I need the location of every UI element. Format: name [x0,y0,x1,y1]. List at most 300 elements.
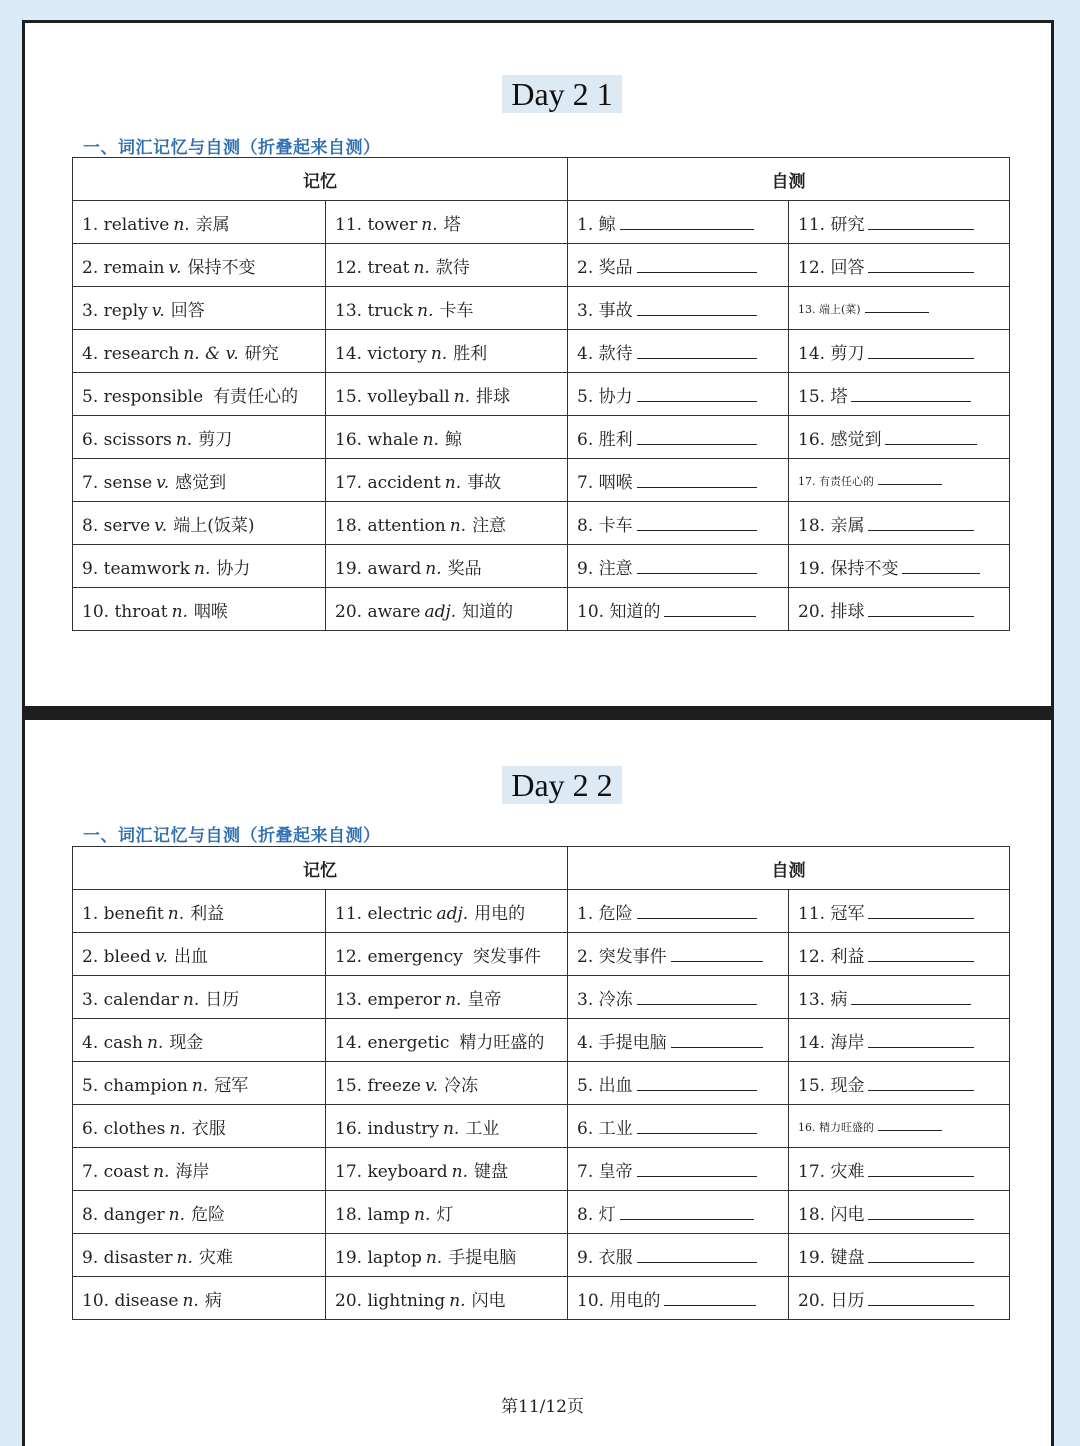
selftest-prompt: 17. 有责任心的 [798,475,874,488]
part-of-speech: n. [414,1204,431,1225]
part-of-speech: n. [453,386,471,407]
selftest-cell [568,459,789,502]
selftest-prompt: 1. 危险 [577,903,633,924]
part-of-speech: v. [156,472,170,493]
chinese-meaning: 闪电 [471,1290,506,1311]
memory-cell [73,1148,326,1191]
english-word: 8. serve [82,515,151,536]
chinese-meaning: 工业 [465,1118,500,1139]
selftest-cell [789,459,1010,502]
chinese-meaning: 塔 [443,214,461,235]
part-of-speech: v. [425,1075,438,1096]
selftest-prompt: 11. 研究 [798,214,865,235]
table-row [73,459,1010,502]
chinese-meaning: 款待 [435,257,470,278]
selftest-prompt: 19. 键盘 [798,1247,865,1268]
part-of-speech: n. [169,1118,186,1139]
selftest-cell [568,890,789,933]
selftest-prompt: 20. 排球 [798,601,865,622]
selftest-cell [789,890,1010,933]
selftest-cell [568,588,789,631]
selftest-cell [568,1062,789,1105]
part-of-speech: n. [168,1204,186,1225]
selftest-prompt: 12. 利益 [798,946,865,967]
selftest-cell [789,244,1010,287]
table-row [73,1105,1010,1148]
memory-cell [326,933,568,976]
memory-cell [73,502,326,545]
table-row [73,1062,1010,1105]
selftest-prompt: 16. 感觉到 [798,429,882,450]
selftest-cell [568,502,789,545]
part-of-speech: n. [449,515,467,536]
memory-cell [73,890,326,933]
memory-cell [326,545,568,588]
selftest-prompt: 19. 保持不变 [798,558,899,579]
header-memory: 记忆 [73,158,568,201]
table-row [73,545,1010,588]
selftest-prompt: 7. 咽喉 [577,472,633,493]
memory-cell [73,416,326,459]
selftest-cell [789,502,1010,545]
selftest-cell [789,545,1010,588]
chinese-meaning: 胜利 [453,343,488,364]
table-row [73,976,1010,1019]
answer-blank[interactable] [620,1205,754,1220]
english-word: 19. laptop [335,1247,422,1268]
part-of-speech: n. [449,1290,466,1311]
part-of-speech: n. [430,343,448,364]
english-word: 7. coast [82,1161,150,1182]
english-word: 2. bleed [82,946,151,967]
chinese-meaning: 用电的 [474,903,526,924]
memory-cell [73,201,326,244]
memory-cell [326,1062,568,1105]
answer-blank[interactable] [637,430,757,445]
table-row [73,502,1010,545]
selftest-prompt: 2. 突发事件 [577,946,667,967]
chinese-meaning: 突发事件 [472,946,541,967]
chinese-meaning: 皇帝 [467,989,502,1010]
chinese-meaning: 灯 [436,1204,454,1225]
chinese-meaning: 咽喉 [193,601,228,622]
part-of-speech: n. [445,989,462,1010]
selftest-prompt: 15. 塔 [798,386,848,407]
part-of-speech: v. [168,257,182,278]
answer-blank[interactable] [671,947,763,962]
english-word: 10. throat [82,601,168,622]
selftest-prompt: 15. 现金 [798,1075,865,1096]
selftest-cell [789,1148,1010,1191]
selftest-cell [789,416,1010,459]
answer-blank[interactable] [637,1119,757,1134]
header-selftest: 自测 [568,158,1010,201]
english-word: 10. disease [82,1290,179,1311]
selftest-cell [568,330,789,373]
part-of-speech: adj. [436,903,469,924]
memory-cell [326,1019,568,1062]
memory-cell [73,330,326,373]
memory-cell [326,976,568,1019]
table-row [73,1191,1010,1234]
selftest-cell [789,287,1010,330]
selftest-cell [568,1191,789,1234]
selftest-prompt: 16. 精力旺盛的 [798,1121,874,1134]
chinese-meaning: 冠军 [214,1075,249,1096]
selftest-prompt: 5. 出血 [577,1075,633,1096]
selftest-cell [789,933,1010,976]
part-of-speech: n. [171,601,188,622]
answer-blank[interactable] [851,387,971,402]
chinese-meaning: 冷冻 [444,1075,478,1096]
memory-cell [73,244,326,287]
vocab-table [72,846,1010,1320]
selftest-prompt: 2. 奖品 [577,257,633,278]
memory-cell [73,976,326,1019]
chinese-meaning: 亲属 [195,214,230,235]
selftest-prompt: 8. 卡车 [577,515,633,536]
english-word: 7. sense [82,472,153,493]
english-word: 19. award [335,558,422,579]
day-title: Day 2 2 [502,766,622,804]
memory-cell [73,933,326,976]
selftest-prompt: 5. 协力 [577,386,633,407]
english-word: 6. clothes [82,1118,166,1139]
answer-blank[interactable] [637,1076,757,1091]
answer-blank[interactable] [637,1248,757,1263]
selftest-cell [568,201,789,244]
table-row [73,1234,1010,1277]
selftest-prompt: 13. 端上(菜) [798,303,861,316]
header-memory: 记忆 [73,847,568,890]
memory-cell [326,373,568,416]
answer-blank[interactable] [868,1033,974,1048]
chinese-meaning: 海岸 [175,1161,210,1182]
english-word: 4. cash [82,1032,143,1053]
english-word: 16. industry [335,1118,439,1139]
answer-blank[interactable] [868,602,974,617]
answer-blank[interactable] [620,215,754,230]
answer-blank[interactable] [868,215,974,230]
selftest-cell [789,201,1010,244]
selftest-prompt: 18. 闪电 [798,1204,865,1225]
answer-blank[interactable] [664,602,756,617]
selftest-cell [568,373,789,416]
chinese-meaning: 精力旺盛的 [459,1032,545,1053]
chinese-meaning: 注意 [472,515,507,536]
selftest-cell [789,373,1010,416]
selftest-cell [568,416,789,459]
selftest-prompt: 4. 手提电脑 [577,1032,667,1053]
section-title: 一、词汇记忆与自测（折叠起来自测） [83,138,381,158]
memory-cell [326,1148,568,1191]
english-word: 17. accident [335,472,441,493]
worksheet-page-day22 [22,706,1054,1446]
english-word: 17. keyboard [335,1161,448,1182]
selftest-prompt: 4. 款待 [577,343,633,364]
answer-blank[interactable] [865,298,929,313]
memory-cell [73,1277,326,1320]
chinese-meaning: 保持不变 [187,257,256,278]
memory-cell [73,287,326,330]
selftest-prompt: 10. 知道的 [577,601,661,622]
answer-blank[interactable] [878,1116,942,1131]
english-word: 5. champion [82,1075,188,1096]
answer-blank[interactable] [637,559,757,574]
part-of-speech: n. [176,1247,193,1268]
chinese-meaning: 鲸 [444,429,462,450]
selftest-cell [789,1105,1010,1148]
answer-blank[interactable] [868,258,974,273]
chinese-meaning: 排球 [476,386,511,407]
memory-cell [326,1191,568,1234]
memory-cell [73,1062,326,1105]
answer-blank[interactable] [902,559,980,574]
selftest-cell [789,1191,1010,1234]
memory-cell [73,1191,326,1234]
selftest-cell [568,1234,789,1277]
answer-blank[interactable] [885,430,977,445]
answer-blank[interactable] [637,1162,757,1177]
part-of-speech: n. [451,1161,469,1182]
memory-cell [73,545,326,588]
answer-blank[interactable] [637,990,757,1005]
english-word: 8. danger [82,1204,165,1225]
english-word: 11. tower [335,214,418,235]
selftest-prompt: 12. 回答 [798,257,865,278]
english-word: 9. teamwork [82,558,190,579]
chinese-meaning: 回答 [170,300,205,321]
memory-cell [326,1277,568,1320]
answer-blank[interactable] [637,344,757,359]
answer-blank[interactable] [637,258,757,273]
selftest-prompt: 9. 注意 [577,558,633,579]
answer-blank[interactable] [868,947,974,962]
table-row [73,1277,1010,1320]
page-number: 第11/12页 [501,1397,584,1417]
english-word: 18. attention [335,515,446,536]
table-row [73,287,1010,330]
memory-cell [73,373,326,416]
english-word: 1. benefit [82,903,164,924]
answer-blank[interactable] [868,1205,974,1220]
chinese-meaning: 知道的 [462,601,514,622]
memory-cell [326,890,568,933]
memory-cell [326,502,568,545]
english-word: 14. energetic [335,1032,450,1053]
part-of-speech: n. [191,1075,209,1096]
english-word: 3. calendar [82,989,179,1010]
selftest-cell [789,1277,1010,1320]
chinese-meaning: 协力 [216,558,251,579]
chinese-meaning: 事故 [467,472,502,493]
selftest-prompt: 1. 鲸 [577,214,616,235]
section-title: 一、词汇记忆与自测（折叠起来自测） [83,826,381,846]
selftest-cell [789,1234,1010,1277]
selftest-cell [789,1019,1010,1062]
part-of-speech: n. [167,903,185,924]
chinese-meaning: 危险 [191,1204,226,1225]
memory-cell [326,1234,568,1277]
english-word: 14. victory [335,343,427,364]
memory-cell [326,416,568,459]
table-row [73,416,1010,459]
answer-blank[interactable] [868,1248,974,1263]
chinese-meaning: 感觉到 [175,472,227,493]
english-word: 12. treat [335,257,410,278]
selftest-prompt: 11. 冠军 [798,903,865,924]
selftest-cell [568,933,789,976]
selftest-prompt: 10. 用电的 [577,1290,661,1311]
part-of-speech: n. [413,257,430,278]
english-word: 9. disaster [82,1247,173,1268]
selftest-prompt: 3. 事故 [577,300,633,321]
english-word: 16. whale [335,429,419,450]
memory-cell [326,459,568,502]
answer-blank[interactable] [637,516,757,531]
english-word: 4. research [82,343,180,364]
chinese-meaning: 出血 [173,946,208,967]
day-title: Day 2 1 [502,75,622,113]
part-of-speech: n. & v. [183,343,239,364]
memory-cell [73,588,326,631]
english-word: 18. lamp [335,1204,411,1225]
part-of-speech: v. [154,946,168,967]
table-row [73,588,1010,631]
selftest-cell [789,330,1010,373]
selftest-cell [789,976,1010,1019]
english-word: 20. aware [335,601,421,622]
english-word: 11. electric [335,903,433,924]
part-of-speech: n. [153,1161,170,1182]
selftest-prompt: 14. 海岸 [798,1032,865,1053]
english-word: 6. scissors [82,429,172,450]
answer-blank[interactable] [671,1033,763,1048]
answer-blank[interactable] [868,344,974,359]
english-word: 1. relative [82,214,170,235]
answer-blank[interactable] [868,904,974,919]
english-word: 13. truck [335,300,414,321]
english-word: 15. volleyball [335,386,450,407]
part-of-speech: n. [182,1290,199,1311]
selftest-cell [568,976,789,1019]
part-of-speech: n. [194,558,211,579]
table-row [73,890,1010,933]
selftest-cell [568,1105,789,1148]
chinese-meaning: 端上(饭菜) [173,515,255,536]
selftest-prompt: 20. 日历 [798,1290,865,1311]
memory-cell [326,588,568,631]
memory-cell [326,201,568,244]
english-word: 15. freeze [335,1075,421,1096]
table-row [73,201,1010,244]
answer-blank[interactable] [868,1076,974,1091]
selftest-prompt: 6. 胜利 [577,429,633,450]
selftest-prompt: 9. 衣服 [577,1247,633,1268]
selftest-prompt: 3. 冷冻 [577,989,633,1010]
selftest-prompt: 7. 皇帝 [577,1161,633,1182]
english-word: 12. emergency [335,946,463,967]
answer-blank[interactable] [637,473,757,488]
answer-blank[interactable] [664,1291,756,1306]
answer-blank[interactable] [637,904,757,919]
chinese-meaning: 有责任心的 [213,386,299,407]
header-selftest: 自测 [568,847,1010,890]
selftest-prompt: 18. 亲属 [798,515,865,536]
answer-blank[interactable] [851,990,971,1005]
part-of-speech: n. [175,429,193,450]
table-row [73,1148,1010,1191]
part-of-speech: n. [421,214,438,235]
selftest-cell [789,1062,1010,1105]
answer-blank[interactable] [637,301,757,316]
chinese-meaning: 日历 [205,989,240,1010]
chinese-meaning: 灾难 [198,1247,233,1268]
chinese-meaning: 衣服 [191,1118,226,1139]
selftest-prompt: 13. 病 [798,989,848,1010]
selftest-cell [789,588,1010,631]
memory-cell [326,244,568,287]
memory-cell [326,287,568,330]
memory-cell [326,1105,568,1148]
part-of-speech: n. [422,429,439,450]
selftest-prompt: 8. 灯 [577,1204,616,1225]
part-of-speech: n. [425,558,442,579]
english-word: 2. remain [82,257,165,278]
answer-blank[interactable] [868,1162,974,1177]
answer-blank[interactable] [868,1291,974,1306]
memory-cell [73,459,326,502]
chinese-meaning: 病 [204,1290,222,1311]
memory-cell [73,1234,326,1277]
selftest-cell [568,1148,789,1191]
part-of-speech: v. [154,515,168,536]
chinese-meaning: 手提电脑 [448,1247,517,1268]
answer-blank[interactable] [868,516,974,531]
english-word: 20. lightning [335,1290,446,1311]
selftest-prompt: 14. 剪刀 [798,343,865,364]
chinese-meaning: 剪刀 [198,429,233,450]
selftest-cell [568,287,789,330]
chinese-meaning: 奖品 [447,558,482,579]
part-of-speech: n. [425,1247,443,1268]
selftest-cell [568,1277,789,1320]
chinese-meaning: 利益 [190,903,225,924]
selftest-cell [568,545,789,588]
table-row [73,330,1010,373]
answer-blank[interactable] [637,387,757,402]
part-of-speech: n. [417,300,434,321]
answer-blank[interactable] [878,470,942,485]
chinese-meaning: 研究 [244,343,279,364]
english-word: 5. responsible [82,386,204,407]
worksheet-page-day21 [22,20,1054,710]
memory-cell [326,330,568,373]
table-row [73,244,1010,287]
selftest-cell [568,244,789,287]
part-of-speech: v. [151,300,165,321]
table-row [73,933,1010,976]
part-of-speech: n. [444,472,462,493]
selftest-prompt: 6. 工业 [577,1118,633,1139]
english-word: 3. reply [82,300,148,321]
table-row [73,1019,1010,1062]
chinese-meaning: 卡车 [439,300,474,321]
part-of-speech: adj. [424,601,457,622]
memory-cell [73,1105,326,1148]
chinese-meaning: 键盘 [474,1161,509,1182]
chinese-meaning: 现金 [169,1032,204,1053]
